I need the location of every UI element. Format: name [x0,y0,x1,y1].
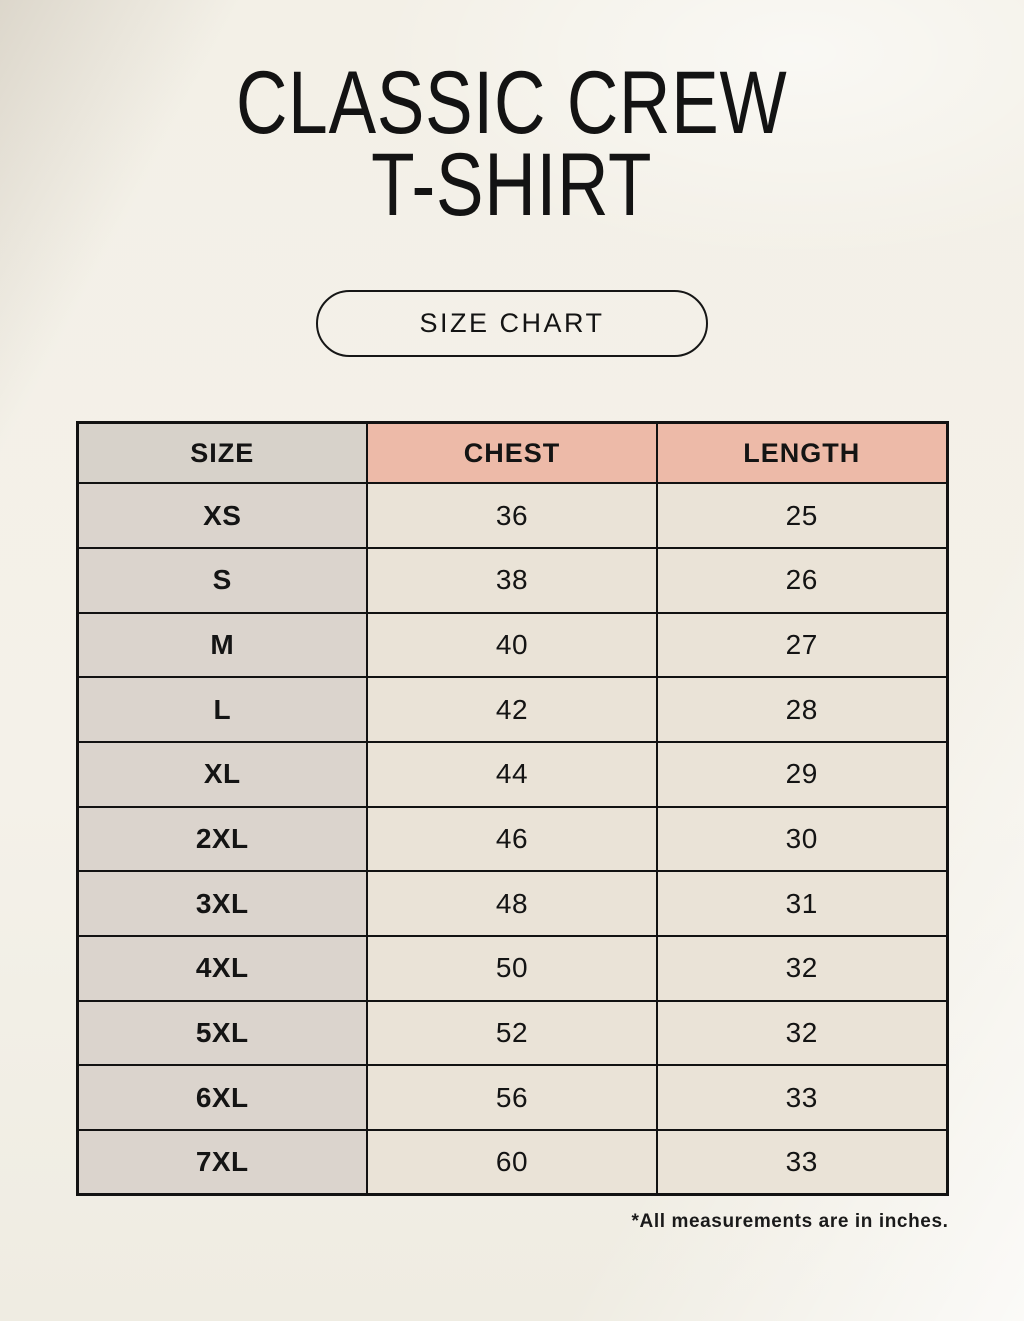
table-row [77,677,947,742]
table-row [77,936,947,1001]
table-row [77,1130,947,1195]
size-label-cell: S [77,548,367,613]
size-label-cell: XS [77,483,367,548]
column-header-length: LENGTH [657,422,947,483]
measurement-cell: 33 [657,1130,947,1195]
measurement-cell: 56 [367,1065,657,1130]
measurement-cell: 33 [657,1065,947,1130]
measurement-cell: 52 [367,1001,657,1066]
size-chart-table-container [76,421,949,1197]
page-title-line2: T-SHIRT [371,133,653,234]
measurement-cell: 42 [367,677,657,742]
measurement-cell: 46 [367,807,657,872]
measurement-cell: 48 [367,871,657,936]
table-row [77,483,947,548]
measurement-cell: 32 [657,1001,947,1066]
measurement-cell: 29 [657,742,947,807]
table-row [77,807,947,872]
table-row [77,1001,947,1066]
table-row [77,871,947,936]
measurement-cell: 25 [657,483,947,548]
page-title-line1: CLASSIC CREW [236,52,788,152]
size-label-cell: 4XL [77,936,367,1001]
measurement-cell: 32 [657,936,947,1001]
size-chart-button[interactable] [316,290,708,357]
size-label-cell: XL [77,742,367,807]
measurement-cell: 27 [657,613,947,678]
table-row [77,1065,947,1130]
size-label-cell: 5XL [77,1001,367,1066]
table-header-row [77,422,947,483]
size-label-cell: 7XL [77,1130,367,1195]
measurement-cell: 60 [367,1130,657,1195]
table-row [77,548,947,613]
measurement-cell: 36 [367,483,657,548]
table-row [77,742,947,807]
size-chart-table [76,421,949,1197]
size-label-cell: 2XL [77,807,367,872]
measurement-cell: 31 [657,871,947,936]
measurement-cell: 44 [367,742,657,807]
table-body [77,483,947,1195]
page-title [236,52,788,234]
measurement-cell: 50 [367,936,657,1001]
measurement-cell: 28 [657,677,947,742]
measurements-footnote: *All measurements are in inches. [631,1211,949,1233]
size-label-cell: 6XL [77,1065,367,1130]
column-header-size: SIZE [77,422,367,483]
table-header [77,422,947,483]
size-label-cell: 3XL [77,871,367,936]
measurement-cell: 26 [657,548,947,613]
table-row [77,613,947,678]
measurement-cell: 40 [367,613,657,678]
size-label-cell: L [77,677,367,742]
measurement-cell: 38 [367,548,657,613]
column-header-chest: CHEST [367,422,657,483]
size-label-cell: M [77,613,367,678]
size-chart-button-label: SIZE CHART [419,307,605,338]
measurement-cell: 30 [657,807,947,872]
